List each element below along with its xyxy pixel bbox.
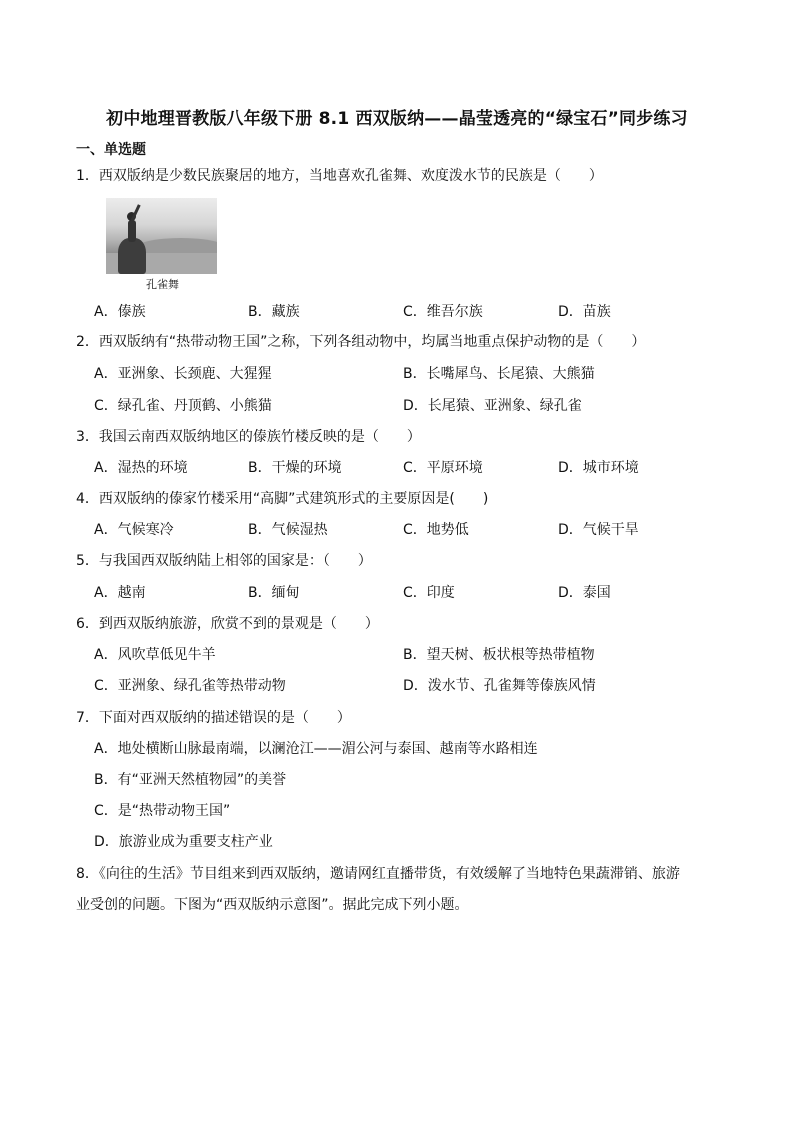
question-7-option-d: D．旅游业成为重要支柱产业 — [94, 834, 273, 850]
question-5-option-a: A．越南 — [94, 585, 146, 601]
question-1-option-b: B．藏族 — [248, 304, 300, 320]
question-6-option-a: A．风吹草低见牛羊 — [94, 647, 216, 663]
question-4-stem: 4．西双版纳的傣家竹楼采用“高脚”式建筑形式的主要原因是( ) — [76, 491, 489, 507]
question-2-option-d: D．长尾猿、亚洲象、绿孔雀 — [403, 398, 582, 414]
question-3-option-c: C．平原环境 — [403, 460, 483, 476]
question-6-option-c: C．亚洲象、绿孔雀等热带动物 — [94, 678, 286, 694]
question-7-option-c: C．是“热带动物王国” — [94, 803, 231, 819]
question-1-option-d: D．苗族 — [558, 304, 611, 320]
question-6-option-d: D．泼水节、孔雀舞等傣族风情 — [403, 678, 596, 694]
question-8-stem-line-2: 业受创的问题。下图为“西双版纳示意图”。据此完成下列小题。 — [76, 897, 469, 913]
question-3-option-b: B．干燥的环境 — [248, 460, 342, 476]
question-1-stem: 1．西双版纳是少数民族聚居的地方，当地喜欢孔雀舞、欢度泼水节的民族是（ ） — [76, 168, 603, 184]
question-5-option-c: C．印度 — [403, 585, 455, 601]
question-3-option-a: A．湿热的环境 — [94, 460, 188, 476]
page-title: 初中地理晋教版八年级下册 8.1 西双版纳——晶莹透亮的“绿宝石”同步练习 — [106, 109, 688, 129]
question-7-option-b: B．有“亚洲天然植物园”的美誉 — [94, 772, 287, 788]
question-2-option-a: A．亚洲象、长颈鹿、大猩猩 — [94, 366, 272, 382]
question-5-option-b: B．缅甸 — [248, 585, 300, 601]
question-7-option-a: A．地处横断山脉最南端，以澜沧江——湄公河与泰国、越南等水路相连 — [94, 741, 538, 757]
question-6-option-b: B．望天树、板状根等热带植物 — [403, 647, 595, 663]
question-1-option-c: C．维吾尔族 — [403, 304, 483, 320]
section-heading: 一、单选题 — [76, 142, 146, 158]
question-2-stem: 2．西双版纳有“热带动物王国”之称，下列各组动物中，均属当地重点保护动物的是（ ） — [76, 334, 646, 350]
question-4-option-b: B．气候湿热 — [248, 522, 328, 538]
question-5-option-d: D．泰国 — [558, 585, 611, 601]
question-4-option-d: D．气候干旱 — [558, 522, 639, 538]
figure-caption: 孔雀舞 — [146, 278, 179, 291]
question-3-option-d: D．城市环境 — [558, 460, 639, 476]
question-7-stem: 7．下面对西双版纳的描述错误的是（ ） — [76, 710, 351, 726]
question-4-option-a: A．气候寒冷 — [94, 522, 174, 538]
question-1-option-a: A．傣族 — [94, 304, 146, 320]
question-3-stem: 3．我国云南西双版纳地区的傣族竹楼反映的是（ ） — [76, 429, 421, 445]
question-2-option-b: B．长嘴犀鸟、长尾猿、大熊猫 — [403, 366, 595, 382]
question-2-option-c: C．绿孔雀、丹顶鹤、小熊猫 — [94, 398, 272, 414]
peacock-dance-photo — [106, 198, 217, 274]
question-8-stem-line-1: 8．《向往的生活》节目组来到西双版纳，邀请网红直播带货，有效缓解了当地特色果蔬滞销、旅游 — [76, 866, 680, 882]
question-5-stem: 5．与我国西双版纳陆上相邻的国家是：（ ） — [76, 553, 372, 569]
question-6-stem: 6．到西双版纳旅游，欣赏不到的景观是（ ） — [76, 616, 379, 632]
question-4-option-c: C．地势低 — [403, 522, 469, 538]
